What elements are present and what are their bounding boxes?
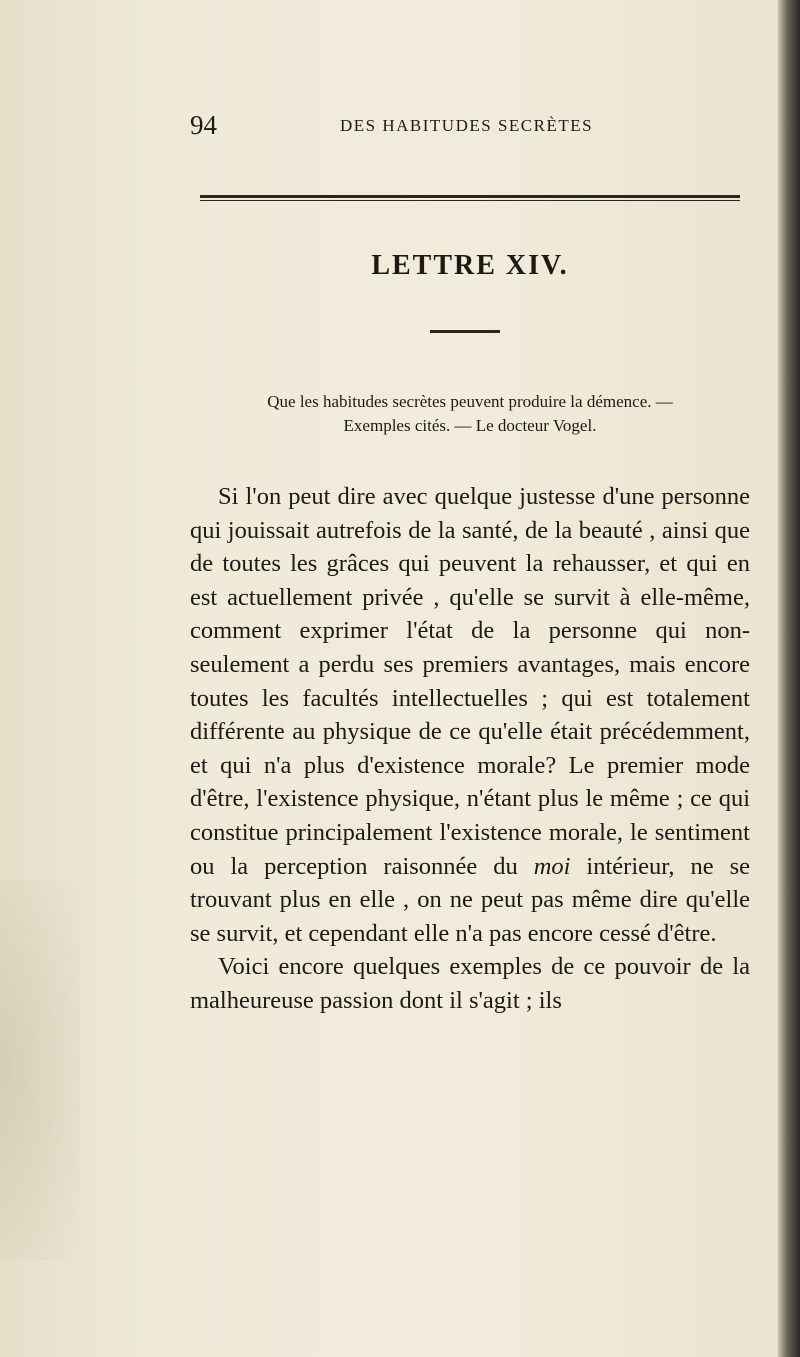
- paragraph: Voici encore quelques exemples de ce pouvoir de la malheureuse passion dont il s'agit ; ils: [190, 953, 750, 1014]
- summary-line: Exemples cités. — Le docteur Vogel.: [343, 416, 597, 435]
- italic-word: moi: [533, 852, 571, 880]
- paragraph: [190, 480, 750, 950]
- running-title: DES HABITUDES SECRÈTES: [340, 116, 594, 135]
- chapter-summary: [190, 390, 750, 438]
- book-spine-edge: [778, 0, 800, 1357]
- body-text: [190, 480, 750, 1018]
- paragraph-text: intérieur, ne se trouvant plus en elle , on ne peut pas même dire qu'elle se survit, et cependant elle n'a pas encore cessé d'être.: [190, 852, 750, 947]
- paper-stain: [0, 880, 80, 1260]
- short-rule-divider: [430, 330, 500, 333]
- running-head: [190, 110, 750, 140]
- summary-line: Que les habitudes secrètes peuvent produire la démence. —: [267, 392, 673, 411]
- chapter-title: LETTRE XIV.: [371, 250, 569, 281]
- paragraph-text: Si l'on peut dire avec quelque justesse d'une personne qui jouissait autrefois de la santé, de la beauté , ainsi que de toutes les grâces qui peuvent la rehausser, et qui en est actuellement privée , qu'elle se survit à elle-même, comment exprimer l'état de la personne qui non-seulement a perdu ses premiers avantages, mais encore toutes les facultés intellectuelles ; qui est totalement différente au physique de ce qu'elle était précédemment, et qui n'a plus d'existence morale? Le premier mode d'être, l'existence physique, n'étant plus le même ; ce qui constitue principalement l'existence morale, le sentiment ou la perception raisonnée du: [190, 483, 750, 880]
- double-rule-divider: [200, 195, 740, 201]
- page-number: 94: [190, 110, 217, 140]
